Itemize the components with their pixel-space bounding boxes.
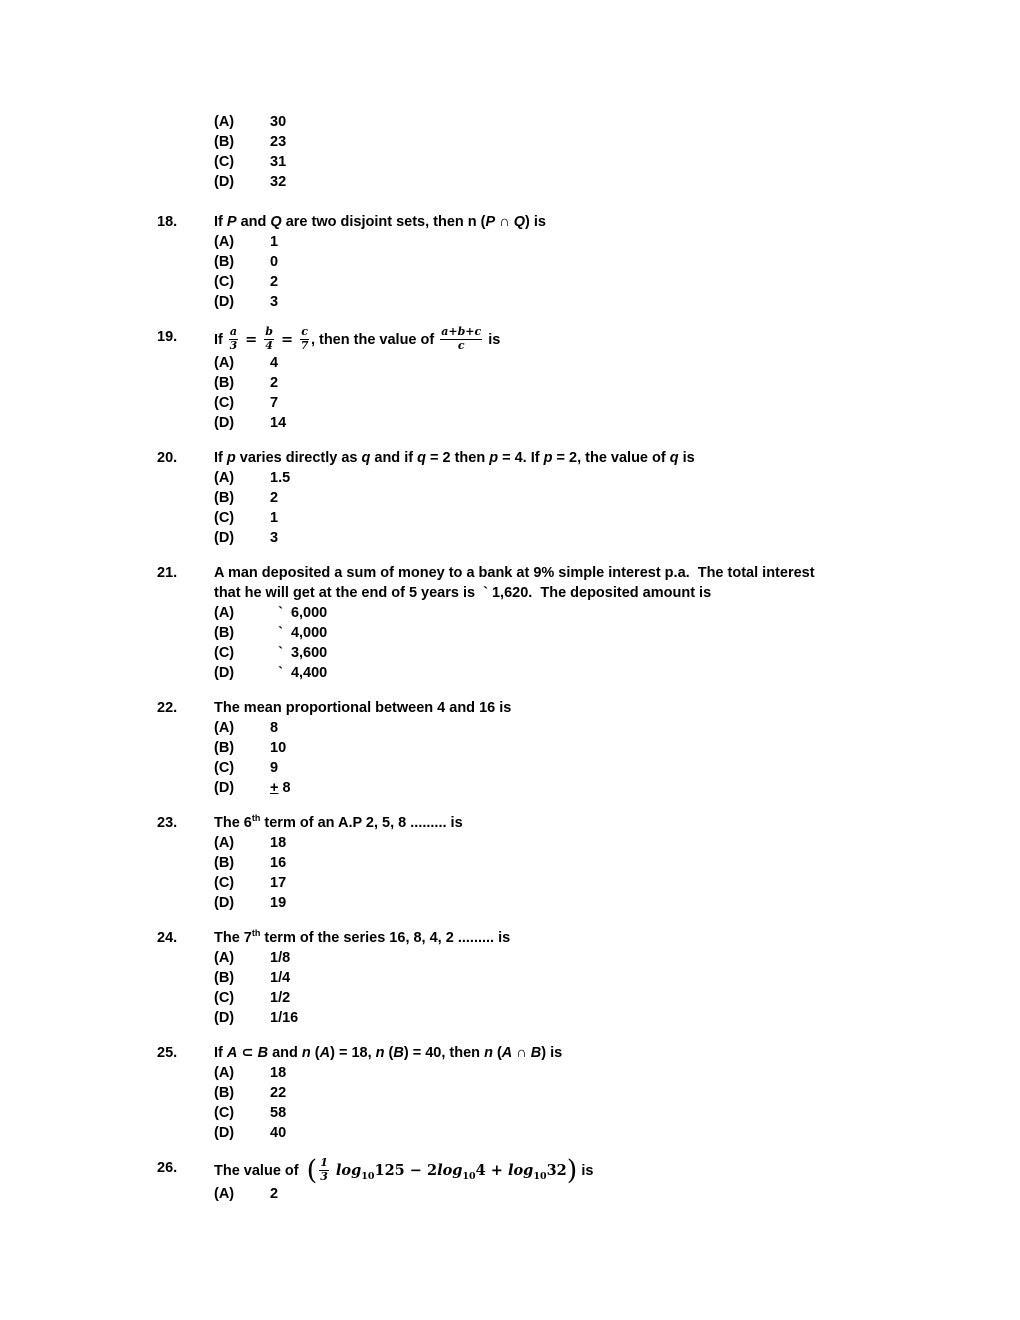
option-value <box>270 232 278 252</box>
math-variable: q <box>361 450 371 466</box>
option-label: (D) <box>214 294 235 310</box>
fraction <box>319 1157 329 1183</box>
option-label: (A) <box>214 720 235 736</box>
option-value <box>270 853 286 873</box>
option-row <box>214 833 873 853</box>
option-value <box>270 738 286 758</box>
text-segment: 1.5 <box>270 470 291 486</box>
question-body <box>214 1154 873 1204</box>
question-body <box>214 563 873 683</box>
option-row <box>214 292 873 312</box>
text-segment: term of an A.P 2, 5, 8 ......... is <box>260 815 463 831</box>
text-segment: 31 <box>270 154 287 170</box>
math-variable: n <box>301 1045 311 1061</box>
option-row <box>214 353 873 373</box>
text-segment: log <box>330 1161 362 1179</box>
question-18 <box>157 212 873 312</box>
question-body <box>214 698 873 798</box>
math-variable: q <box>417 450 426 466</box>
text-segment: 1/8 <box>270 950 291 966</box>
text-segment: 1 <box>270 234 279 250</box>
option-value <box>270 1123 286 1143</box>
fraction-denominator: 3 <box>229 339 238 352</box>
question-text-line <box>214 327 873 353</box>
text-segment: is <box>577 1162 594 1179</box>
text-segment: 2 <box>270 1186 279 1202</box>
option-value <box>270 968 290 988</box>
option-row <box>214 468 873 488</box>
option-label: (D) <box>214 895 235 911</box>
fraction-numerator: c <box>301 325 308 338</box>
option-label: (B) <box>214 375 235 391</box>
option-label: (B) <box>214 740 235 756</box>
text-segment: 32 <box>546 1161 567 1179</box>
option-label: (C) <box>214 645 235 661</box>
option-label: (A) <box>214 605 235 621</box>
question-text-line <box>214 448 873 468</box>
option-row <box>214 643 873 663</box>
option-label: (A) <box>214 355 235 371</box>
option-label: (D) <box>214 530 235 546</box>
text-segment: ) = 40, then <box>403 1045 485 1061</box>
previous-question-options <box>214 112 873 192</box>
text-segment: 16 <box>270 855 287 871</box>
option-value <box>270 292 278 312</box>
option-label: (B) <box>214 970 235 986</box>
text-segment: 19 <box>270 895 287 911</box>
text-segment: A man deposited a sum of money to a bank at 9% simple interest p.a. The total interest <box>214 565 815 581</box>
option-value <box>270 373 278 393</box>
text-segment: 1/2 <box>270 990 291 1006</box>
log-base-subscript: 10 <box>533 1170 547 1182</box>
option-row <box>214 853 873 873</box>
option-value <box>270 1008 298 1028</box>
text-segment: log <box>508 1161 534 1179</box>
option-row <box>214 393 873 413</box>
log-base-subscript: 10 <box>361 1170 375 1182</box>
option-row <box>214 603 873 623</box>
text-segment: 8 <box>270 720 279 736</box>
math-variable: B <box>393 1045 404 1061</box>
question-body <box>214 212 873 312</box>
question-text-line <box>214 1043 873 1063</box>
text-segment: ⊂ <box>237 1045 258 1061</box>
question-text-line <box>214 928 873 948</box>
text-segment: 17 <box>270 875 287 891</box>
question-25 <box>157 1043 873 1143</box>
text-segment: 125 − 2 <box>374 1161 438 1179</box>
fraction-denominator: 3 <box>320 1170 328 1183</box>
question-text-line <box>214 813 873 833</box>
option-label: (D) <box>214 1010 235 1026</box>
math-variable: q <box>669 450 679 466</box>
option-value <box>270 413 286 433</box>
text-segment: 18 <box>270 1065 287 1081</box>
option-label: (A) <box>214 470 235 486</box>
text-segment: ` 3,600 <box>270 645 328 661</box>
option-label: (A) <box>214 950 235 966</box>
question-body <box>214 448 873 548</box>
question-text-line <box>214 563 873 583</box>
fraction-numerator: 1 <box>320 1156 328 1169</box>
option-row <box>214 893 873 913</box>
option-value <box>270 778 291 798</box>
text-segment: ` 4,400 <box>270 665 328 681</box>
math-variable: p <box>543 450 553 466</box>
text-segment: = <box>275 330 299 348</box>
question-body <box>214 327 873 433</box>
math-variable: B <box>257 1045 269 1061</box>
option-value <box>270 1083 286 1103</box>
option-value <box>270 948 290 968</box>
text-segment: 30 <box>270 114 287 130</box>
text-segment: 7 <box>270 395 279 411</box>
text-segment: 32 <box>270 174 287 190</box>
option-row <box>214 413 873 433</box>
math-variable: A <box>226 1045 238 1061</box>
question-19 <box>157 327 873 433</box>
option-label: (B) <box>214 1085 235 1101</box>
text-segment: If <box>214 450 227 466</box>
option-row <box>214 1008 873 1028</box>
option-row <box>214 132 873 152</box>
option-value <box>270 393 278 413</box>
option-row <box>214 1123 873 1143</box>
question-number: 19. <box>157 329 178 345</box>
text-segment: 8 <box>278 780 291 796</box>
text-segment: 10 <box>270 740 287 756</box>
option-value <box>270 508 278 528</box>
option-label: (C) <box>214 875 235 891</box>
text-segment: is <box>484 331 501 348</box>
option-row <box>214 1103 873 1123</box>
option-row <box>214 152 873 172</box>
option-value <box>270 873 286 893</box>
math-variable: P <box>226 214 237 230</box>
question-list <box>157 212 873 1204</box>
text-segment: The value of <box>214 1162 307 1179</box>
text-segment: ( <box>384 1045 394 1061</box>
text-segment: 4 <box>270 355 279 371</box>
option-label: (B) <box>214 254 235 270</box>
option-value <box>270 272 278 292</box>
option-row <box>214 988 873 1008</box>
option-label: (A) <box>214 1065 235 1081</box>
question-23 <box>157 813 873 913</box>
option-row <box>214 488 873 508</box>
option-value <box>270 758 278 778</box>
option-value <box>270 132 286 152</box>
option-label: (B) <box>214 625 235 641</box>
text-segment: 14 <box>270 415 287 431</box>
option-row <box>214 373 873 393</box>
fraction <box>229 326 238 352</box>
option-row <box>214 252 873 272</box>
option-value <box>270 1063 286 1083</box>
text-segment: The 7 <box>214 930 252 946</box>
option-row <box>214 112 873 132</box>
option-row <box>214 272 873 292</box>
option-label: (D) <box>214 174 235 190</box>
question-body <box>214 928 873 1028</box>
option-row <box>214 718 873 738</box>
question-text-line <box>214 698 873 718</box>
text-segment: 18 <box>270 835 287 851</box>
math-variable: p <box>489 450 499 466</box>
option-label: (A) <box>214 835 235 851</box>
option-label: (A) <box>214 234 235 250</box>
math-variable: B <box>530 1045 542 1061</box>
text-segment: 23 <box>270 134 287 150</box>
option-label: (C) <box>214 510 235 526</box>
option-label: (C) <box>214 395 235 411</box>
option-row <box>214 778 873 798</box>
math-variable: A <box>501 1045 513 1061</box>
text-segment: If <box>214 214 227 230</box>
fraction <box>264 326 274 352</box>
option-value <box>270 603 327 623</box>
option-row <box>214 528 873 548</box>
math-variable: p <box>226 450 236 466</box>
text-segment: and if <box>370 450 418 466</box>
text-segment: , then the value of <box>310 331 439 348</box>
question-number: 22. <box>157 700 178 716</box>
fraction-denominator: 7 <box>300 339 309 352</box>
text-segment: 2 <box>270 375 279 391</box>
fraction-denominator: c <box>457 339 465 352</box>
option-value <box>270 718 278 738</box>
fraction-denominator: 4 <box>265 339 273 352</box>
question-text-line <box>214 583 873 603</box>
option-row <box>214 172 873 192</box>
option-value <box>270 988 290 1008</box>
option-value <box>270 893 286 913</box>
question-number: 24. <box>157 930 178 946</box>
option-row <box>214 738 873 758</box>
plus-minus-sign: + <box>270 780 279 796</box>
question-26 <box>157 1154 873 1204</box>
ordinal-superscript: th <box>251 928 261 939</box>
text-segment: term of the series 16, 8, 4, 2 ......... is <box>260 930 511 946</box>
math-variable: Q <box>513 214 526 230</box>
log-base-subscript: 10 <box>462 1170 476 1182</box>
option-label: (A) <box>214 1186 235 1202</box>
question-22 <box>157 698 873 798</box>
text-segment: 1 <box>270 510 279 526</box>
option-row <box>214 1184 873 1204</box>
text-segment: ( <box>310 1045 320 1061</box>
option-row <box>214 232 873 252</box>
text-segment: varies directly as <box>235 450 362 466</box>
text-segment: = 4. If <box>498 450 544 466</box>
option-label: (D) <box>214 415 235 431</box>
fraction-numerator: a+b+c <box>441 325 482 338</box>
text-segment: If <box>214 331 227 348</box>
option-label: (D) <box>214 1125 235 1141</box>
option-value <box>270 172 286 192</box>
option-value <box>270 353 278 373</box>
math-variable: P <box>485 214 496 230</box>
option-label: (C) <box>214 274 235 290</box>
option-label: (C) <box>214 760 235 776</box>
fraction-numerator: a <box>229 325 238 338</box>
text-segment: 4 + <box>475 1161 508 1179</box>
text-segment: ` 4,000 <box>270 625 328 641</box>
text-segment: 3 <box>270 294 279 310</box>
option-label: (C) <box>214 1105 235 1121</box>
option-row <box>214 623 873 643</box>
question-text-line <box>214 212 873 232</box>
question-number: 21. <box>157 565 178 581</box>
option-row <box>214 1063 873 1083</box>
text-segment: and <box>236 214 271 230</box>
text-segment: and <box>268 1045 302 1061</box>
option-row <box>214 508 873 528</box>
text-segment: 1/16 <box>270 1010 299 1026</box>
text-segment: The 6 <box>214 815 252 831</box>
text-segment: 22 <box>270 1085 287 1101</box>
question-number: 20. <box>157 450 178 466</box>
option-label: (B) <box>214 855 235 871</box>
option-value <box>270 252 278 272</box>
option-value <box>270 528 278 548</box>
option-label: (A) <box>214 114 235 130</box>
text-segment: 3 <box>270 530 279 546</box>
option-value <box>270 1184 278 1204</box>
fraction <box>300 326 309 352</box>
option-label: (C) <box>214 154 235 170</box>
math-variable: Q <box>270 214 282 230</box>
question-21 <box>157 563 873 683</box>
option-row <box>214 873 873 893</box>
option-label: (B) <box>214 134 235 150</box>
text-segment: = <box>240 330 263 348</box>
question-number: 18. <box>157 214 178 230</box>
question-text-line <box>214 1154 873 1186</box>
text-segment: 1/4 <box>270 970 291 986</box>
big-parenthesis: ( <box>306 1154 318 1186</box>
option-label: (D) <box>214 665 235 681</box>
question-body <box>214 813 873 913</box>
text-segment: 58 <box>270 1105 287 1121</box>
text-segment: 0 <box>270 254 279 270</box>
math-variable: n <box>375 1045 385 1061</box>
text-segment: log <box>437 1161 463 1179</box>
option-value <box>270 1103 286 1123</box>
option-value <box>270 623 327 643</box>
option-label: (D) <box>214 780 235 796</box>
text-segment: 40 <box>270 1125 287 1141</box>
fraction <box>440 326 482 352</box>
text-segment: are two disjoint sets, then n ( <box>281 214 486 230</box>
text-segment: ) is <box>525 214 546 230</box>
text-segment: = 2, the value of <box>552 450 670 466</box>
ordinal-superscript: th <box>251 813 261 824</box>
question-number: 25. <box>157 1045 178 1061</box>
text-segment: = 2 then <box>425 450 490 466</box>
option-value <box>270 833 286 853</box>
question-number: 23. <box>157 815 178 831</box>
text-segment: ) is <box>541 1045 563 1061</box>
text-segment: ∩ <box>512 1045 531 1061</box>
text-segment: ∩ <box>495 214 514 230</box>
text-segment: ( <box>492 1045 502 1061</box>
option-label: (B) <box>214 490 235 506</box>
option-row <box>214 948 873 968</box>
option-value <box>270 663 327 683</box>
option-row <box>214 968 873 988</box>
question-body <box>214 1043 873 1143</box>
math-variable: n <box>484 1045 493 1061</box>
text-segment: that he will get at the end of 5 years is ` 1,620. The deposited amount is <box>214 585 712 601</box>
option-label: (C) <box>214 990 235 1006</box>
question-24 <box>157 928 873 1028</box>
exam-page-content <box>157 112 873 1204</box>
big-parenthesis: ) <box>566 1154 578 1186</box>
text-segment: If <box>214 1045 227 1061</box>
math-variable: A <box>319 1045 331 1061</box>
question-number: 26. <box>157 1160 178 1176</box>
option-value <box>270 643 327 663</box>
text-segment: 2 <box>270 490 279 506</box>
text-segment: is <box>678 450 695 466</box>
option-row <box>214 663 873 683</box>
option-value <box>270 152 286 172</box>
option-value <box>270 112 286 132</box>
fraction-numerator: b <box>265 325 273 338</box>
text-segment: 2 <box>270 274 279 290</box>
option-row <box>214 1083 873 1103</box>
text-segment: ` 6,000 <box>270 605 328 621</box>
option-row <box>214 758 873 778</box>
text-segment: 9 <box>270 760 279 776</box>
option-value <box>270 488 278 508</box>
text-segment: The mean proportional between 4 and 16 is <box>214 700 512 716</box>
text-segment: ) = 18, <box>330 1045 376 1061</box>
question-20 <box>157 448 873 548</box>
option-value <box>270 468 290 488</box>
